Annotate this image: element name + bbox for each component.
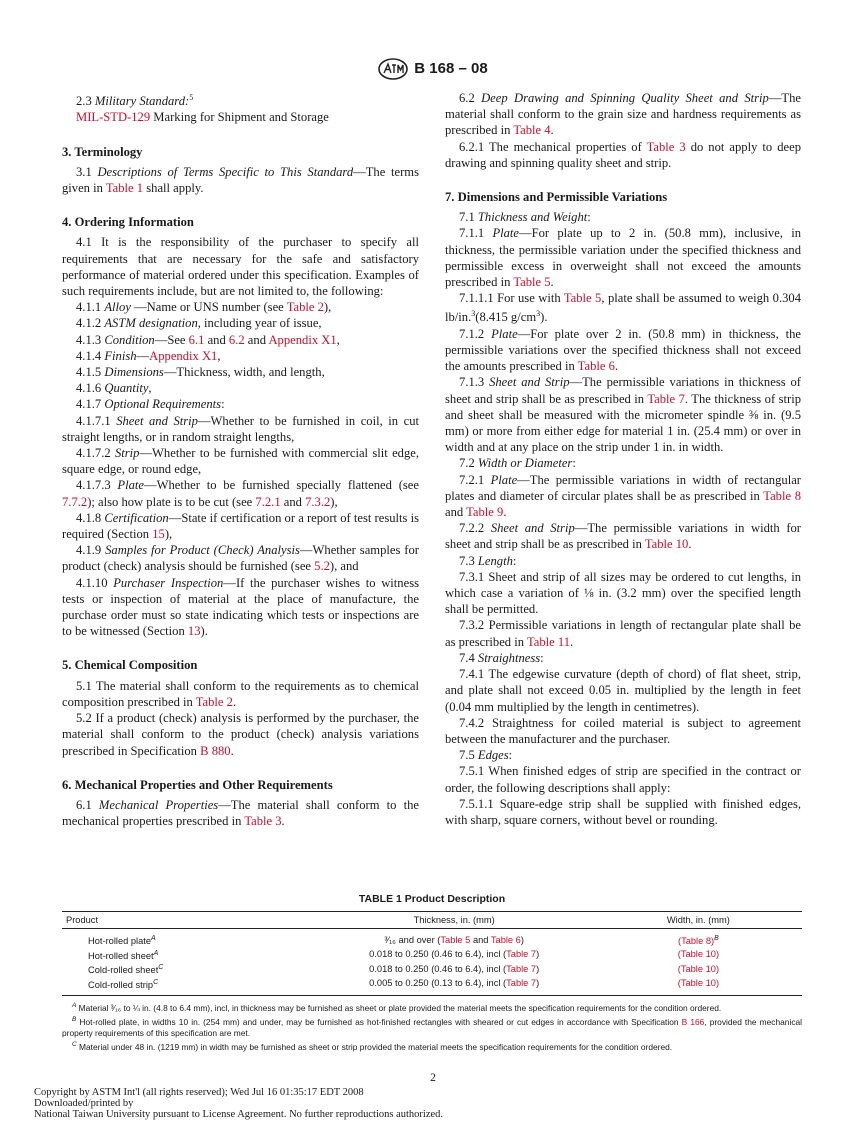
- table-9-link[interactable]: Table 9: [466, 505, 504, 520]
- section-3-1: 3.1 Descriptions of Terms Specific to This Standard—The terms given in Table 1 shall apply.: [62, 164, 419, 195]
- section-4-1-8: 4.1.8 Certification—State if certification or a report of test results is required (Section 15),: [62, 510, 419, 542]
- table-2-link[interactable]: Table 2: [286, 300, 324, 315]
- section-7-2: 7.2 Width or Diameter:: [459, 456, 576, 471]
- table-row: Cold-rolled sheet$^C$ 0.018 to 0.250 (0.46 to 6.4), incl (Table 7) (Table 10): [88, 963, 720, 976]
- product-description-table: [62, 911, 802, 996]
- section-4-1-9: 4.1.9 Samples for Product (Check) Analysis—Whether samples for product (check) analysis should be furnished (see 5.2), and: [62, 543, 419, 574]
- table-10-link[interactable]: Table 10: [680, 978, 716, 989]
- section-7-4-2: 7.4.2 Straightness for coiled material is subject to agreement between the manufacturer and the purchaser.: [445, 715, 801, 746]
- section-4-1-4: 4.1.4 Finish—Appendix X1,: [76, 348, 221, 363]
- section-7-4: 7.4 Straightness:: [459, 650, 544, 665]
- table-10-link[interactable]: Table 10: [644, 537, 689, 552]
- section-7-1-1-1: 7.1.1.1 For use with Table 5, plate shall be assumed to weigh 0.304 lb/in.$^3$(8.415 $g/cm^3$).: [445, 291, 801, 325]
- section-4-1-2: 4.1.2 ASTM designation, including year of issue,: [76, 316, 322, 331]
- section-4-1-7: 4.1.7 Optional Requirements:: [76, 397, 225, 412]
- section-7-5-1: 7.5.1 When finished edges of strip are specified in the contract or order, the following descriptions shall apply:: [445, 764, 801, 795]
- table-7-link[interactable]: Table 7: [647, 391, 685, 406]
- table-5-link[interactable]: Table 5: [440, 934, 471, 945]
- copyright-footer: [34, 1087, 443, 1120]
- column-header: Thickness, in. (mm): [314, 912, 595, 929]
- table-6-link[interactable]: Table 6: [490, 934, 521, 945]
- section-15-link[interactable]: 15: [152, 527, 165, 542]
- license-line: National Taiwan University pursuant to License Agreement. No further reproductions authorized.: [34, 1109, 444, 1120]
- appendix-x1-link[interactable]: Appendix X1: [149, 348, 218, 363]
- footnote-b: $^B$ Hot-rolled plate, in widths 10 in. (254 mm) and under, may be furnished as hot-finished rectangles with sheared or cut edges in accordance with Specification B 166, provided the mechanical property requirements of this specification are met.: [62, 1016, 803, 1038]
- table-10-link[interactable]: Table 10: [680, 963, 716, 974]
- astm-logo-icon: [378, 58, 408, 80]
- section-13-link[interactable]: 13: [187, 624, 201, 639]
- ref-7-7-2-link[interactable]: 7.7.2: [62, 494, 88, 509]
- table-3-link[interactable]: Table 3: [646, 139, 686, 154]
- footnote-c: $^C$ Material under 48 in. (1219 mm) in width may be furnished as sheet or strip provided the material meets the specification requirements for the condition ordered.: [72, 1040, 673, 1052]
- ref-6-2-link[interactable]: 6.2: [228, 332, 245, 347]
- section-7-4-1: 7.4.1 The edgewise curvature (depth of chord) of flat sheet, strip, and plate shall not exceed 0.05 in. multiplied by the length in feet (0.04 mm multiplied by the length in centimetres).: [445, 667, 801, 714]
- table-7-link[interactable]: Table 7: [506, 949, 537, 960]
- footnote-a: $^A$ Material ³⁄₁₆ to ¼ in. (4.8 to 6.4 mm), incl, in thickness may be furnished as sheet or plate provided the material meets the specification requirements for the condition ordered.: [72, 1002, 722, 1014]
- table-4-link[interactable]: Table 4: [513, 123, 551, 138]
- mil-std-link[interactable]: MIL-STD-129: [76, 110, 151, 125]
- section-7-2-1: 7.2.1 Plate—The permissible variations in width of rectangular plates and diameter of circular plates shall be as prescribed in Table 8 and Table 9.: [445, 472, 802, 520]
- section-4-heading: 4. Ordering Information: [62, 215, 194, 230]
- table-2-link[interactable]: Table 2: [195, 694, 233, 709]
- table-8-link[interactable]: Table 8: [763, 488, 802, 503]
- section-5-2: 5.2 If a product (check) analysis is performed by the purchaser, the material shall conform to the product (check) analysis variations prescribed in Specification B 880.: [62, 711, 419, 758]
- section-7-3-1: 7.3.1 Sheet and strip of all sizes may be ordered to cut lengths, in which case a variation of ⅛ in. (3.2 mm) over the specified length shall be permitted.: [445, 569, 801, 617]
- table-11-link[interactable]: Table 11: [526, 634, 571, 649]
- section-4-1-5: 4.1.5 Dimensions—Thickness, width, and length,: [76, 365, 325, 380]
- section-4-1-7-1: 4.1.7.1 Sheet and Strip—Whether to be furnished in coil, in cut straight lengths, or in random straight lengths,: [62, 413, 420, 444]
- table-6-link[interactable]: Table 6: [577, 359, 615, 374]
- column-header: Product: [62, 912, 314, 929]
- section-7-1: 7.1 Thickness and Weight:: [459, 210, 591, 225]
- section-7-3: 7.3 Length:: [459, 553, 517, 568]
- table-1-link[interactable]: Table 1: [105, 181, 144, 195]
- table-1: [62, 893, 802, 1053]
- b166-link[interactable]: B 166: [681, 1016, 705, 1027]
- section-6-1: 6.1 Mechanical Properties—The material shall conform to the mechanical properties prescribed in Table 3.: [62, 797, 419, 829]
- section-4-1-10: 4.1.10 Purchaser Inspection—If the purchaser wishes to witness tests or inspection of material at the place of manufacture, the purchase order must so state indicating which tests or inspections are to be witnessed (Section 13).: [62, 575, 419, 639]
- table-5-link[interactable]: Table 5: [513, 275, 551, 290]
- ref-6-1-link[interactable]: 6.1: [188, 332, 205, 347]
- table-row: Cold-rolled strip$^C$ 0.005 to 0.250 (0.13 to 6.4), incl (Table 7) (Table 10): [62, 977, 802, 996]
- section-4-1-3: 4.1.3 Condition—See 6.1 and 6.2 and Appendix X1,: [76, 332, 340, 347]
- ref-7-2-1-link[interactable]: 7.2.1: [255, 494, 281, 509]
- ref-5-2-link[interactable]: 5.2: [314, 559, 330, 574]
- page-header: [0, 58, 866, 80]
- table-row: Hot-rolled sheet$^A$ 0.018 to 0.250 (0.46 to 6.4), incl (Table 7) (Table 10): [88, 949, 720, 961]
- section-4-1: 4.1 It is the responsibility of the purchaser to specify all requirements that are necessary for the safe and satisfactory performance of material ordered under this specification. Examples of such requirements include, but are not limited to, the following:: [62, 235, 419, 299]
- table-footnotes: [62, 1000, 802, 1052]
- section-6-2: 6.2 Deep Drawing and Spinning Quality Sheet and Strip—The material shall conform to the grain size and hardness requirements as prescribed in Table 4.: [445, 91, 802, 138]
- table-3-link[interactable]: Table 3: [244, 814, 282, 829]
- section-7-2-2: 7.2.2 Sheet and Strip—The permissible variations in width for sheet and strip shall be as prescribed in Table 10.: [445, 521, 802, 552]
- section-4-1-7-3: 4.1.7.3 Plate—Whether to be furnished specially flattened (see 7.7.2); also how plate is to be cut (see 7.2.1 and 7.3.2),: [62, 478, 419, 509]
- table-7-link[interactable]: Table 7: [506, 963, 537, 974]
- section-6-2-1: 6.2.1 The mechanical properties of Table 3 do not apply to deep drawing and spinning quality sheet and strip.: [445, 139, 801, 170]
- mil-std-line: MIL-STD-129 Marking for Shipment and Storage: [76, 110, 329, 125]
- download-line: Downloaded/printed by: [34, 1098, 134, 1109]
- section-3-heading: 3. Terminology: [62, 144, 143, 159]
- section-5-1: 5.1 The material shall conform to the requirements as to chemical composition prescribed in Table 2.: [62, 678, 419, 709]
- column-header: Width, in. (mm): [595, 912, 802, 929]
- section-7-5: 7.5 Edges:: [459, 748, 513, 763]
- section-2-3: 2.3 Military Standard:$^5$: [76, 93, 194, 109]
- section-7-3-2: 7.3.2 Permissible variations in length of rectangular plate shall be as prescribed in Table 11.: [445, 618, 801, 649]
- page-number: 2: [430, 1072, 436, 1084]
- section-7-1-3: 7.1.3 Sheet and Strip—The permissible variations in thickness of sheet and strip shall be as prescribed in Table 7. The thickness of strip and sheet shall be measured with the micrometer spindle ⅜ in. (9.5 mm) or more from either edge for material 1 in. (25.4 mm) or over in width and at any place on the strip under 1 in. in width.: [445, 375, 802, 455]
- table-row: Hot-rolled plate$^A$ ³⁄₁₆ and over (Table 5 and Table 6) (Table 8)$^B$: [88, 934, 719, 947]
- section-4-1-6: 4.1.6 Quantity,: [76, 381, 152, 396]
- section-6-heading: 6. Mechanical Properties and Other Requirements: [62, 777, 333, 792]
- left-column: [62, 90, 419, 829]
- section-7-1-1: 7.1.1 Plate—For plate up to 2 in. (50.8 mm), inclusive, in thickness, the permissible variation under the specified thickness and permissible excess in overweight shall not exceed the amounts prescribed in Table 5.: [445, 226, 801, 290]
- section-4-1-1: 4.1.1 Alloy —Name or UNS number (see Table 2),: [76, 300, 332, 315]
- section-5-heading: 5. Chemical Composition: [62, 658, 198, 673]
- designation: B 168 – 08: [414, 59, 488, 77]
- table-8-link[interactable]: Table 8: [681, 936, 712, 947]
- copyright-line: Copyright by ASTM Int'l (all rights reserved); Wed Jul 16 01:35:17 EDT 2008: [34, 1087, 364, 1098]
- table-10-link[interactable]: Table 10: [680, 949, 716, 960]
- appendix-x1-link[interactable]: Appendix X1: [268, 332, 337, 347]
- section-7-1-2: 7.1.2 Plate—For plate over 2 in. (50.8 mm) in thickness, the permissible variations over the specified thickness shall not exceed the amounts prescribed in Table 6.: [445, 326, 801, 374]
- ref-7-3-2-link[interactable]: 7.3.2: [305, 494, 331, 509]
- table-5-link[interactable]: Table 5: [563, 291, 602, 306]
- table-title: TABLE 1 Product Description: [358, 893, 506, 905]
- table-7-link[interactable]: Table 7: [506, 978, 537, 989]
- b880-link[interactable]: B 880: [200, 743, 231, 758]
- section-7-heading: 7. Dimensions and Permissible Variations: [445, 190, 668, 205]
- section-4-1-7-2: 4.1.7.2 Strip—Whether to be furnished with commercial slit edge, square edge, or round edge,: [62, 446, 419, 477]
- right-column: [445, 90, 801, 828]
- section-7-5-1-1: 7.5.1.1 Square-edge strip shall be supplied with finished edges, with sharp, square corners, without bevel or rounding.: [445, 796, 801, 827]
